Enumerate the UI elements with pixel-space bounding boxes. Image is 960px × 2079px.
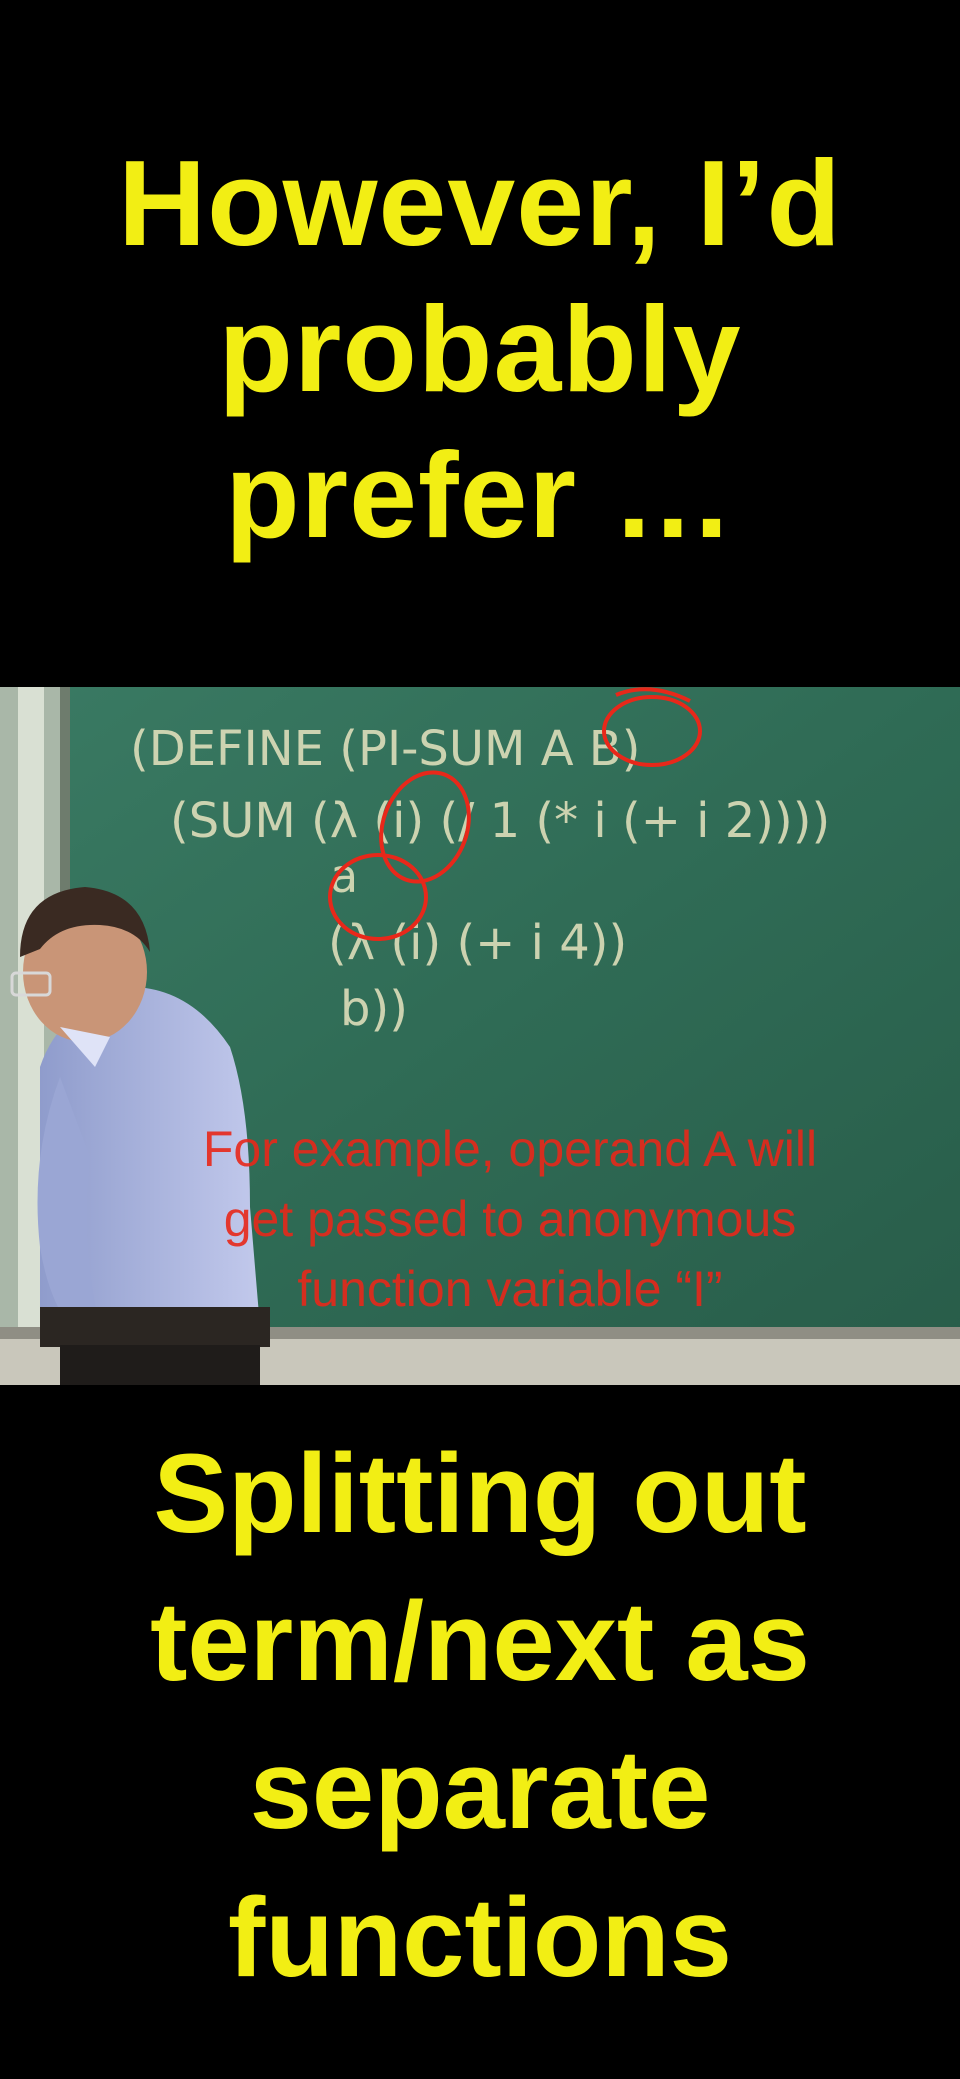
bottom-caption-line-2: term/next as [150,1579,810,1704]
annotation-note-line-1: For example, operand A will [202,1121,818,1177]
chalk-line-2: (SUM (λ (i) (/ 1 (* i (+ i 2)))) [170,793,831,849]
top-caption-line-1: However, I’d [118,135,842,271]
annotation-note-line-3: function variable “I” [297,1261,723,1317]
bottom-caption [0,1420,960,2012]
chalk-line-3: a [330,849,359,903]
bottom-caption-line-3: separate [249,1727,711,1852]
top-caption-line-3: prefer … [225,427,735,563]
top-caption [0,130,960,568]
chalk-line-5: b)) [340,981,408,1037]
top-caption-line-2: probably [218,281,742,417]
bottom-caption-line-1: Splitting out [153,1431,807,1556]
annotation-note-line-2: get passed to anonymous [223,1191,797,1247]
chalk-line-1: (DEFINE (PI-SUM A B) [130,721,641,777]
annotation-note [120,1114,900,1324]
chalk-line-4: (λ (i) (+ i 4)) [328,915,628,971]
bottom-caption-line-4: functions [228,1875,732,2000]
